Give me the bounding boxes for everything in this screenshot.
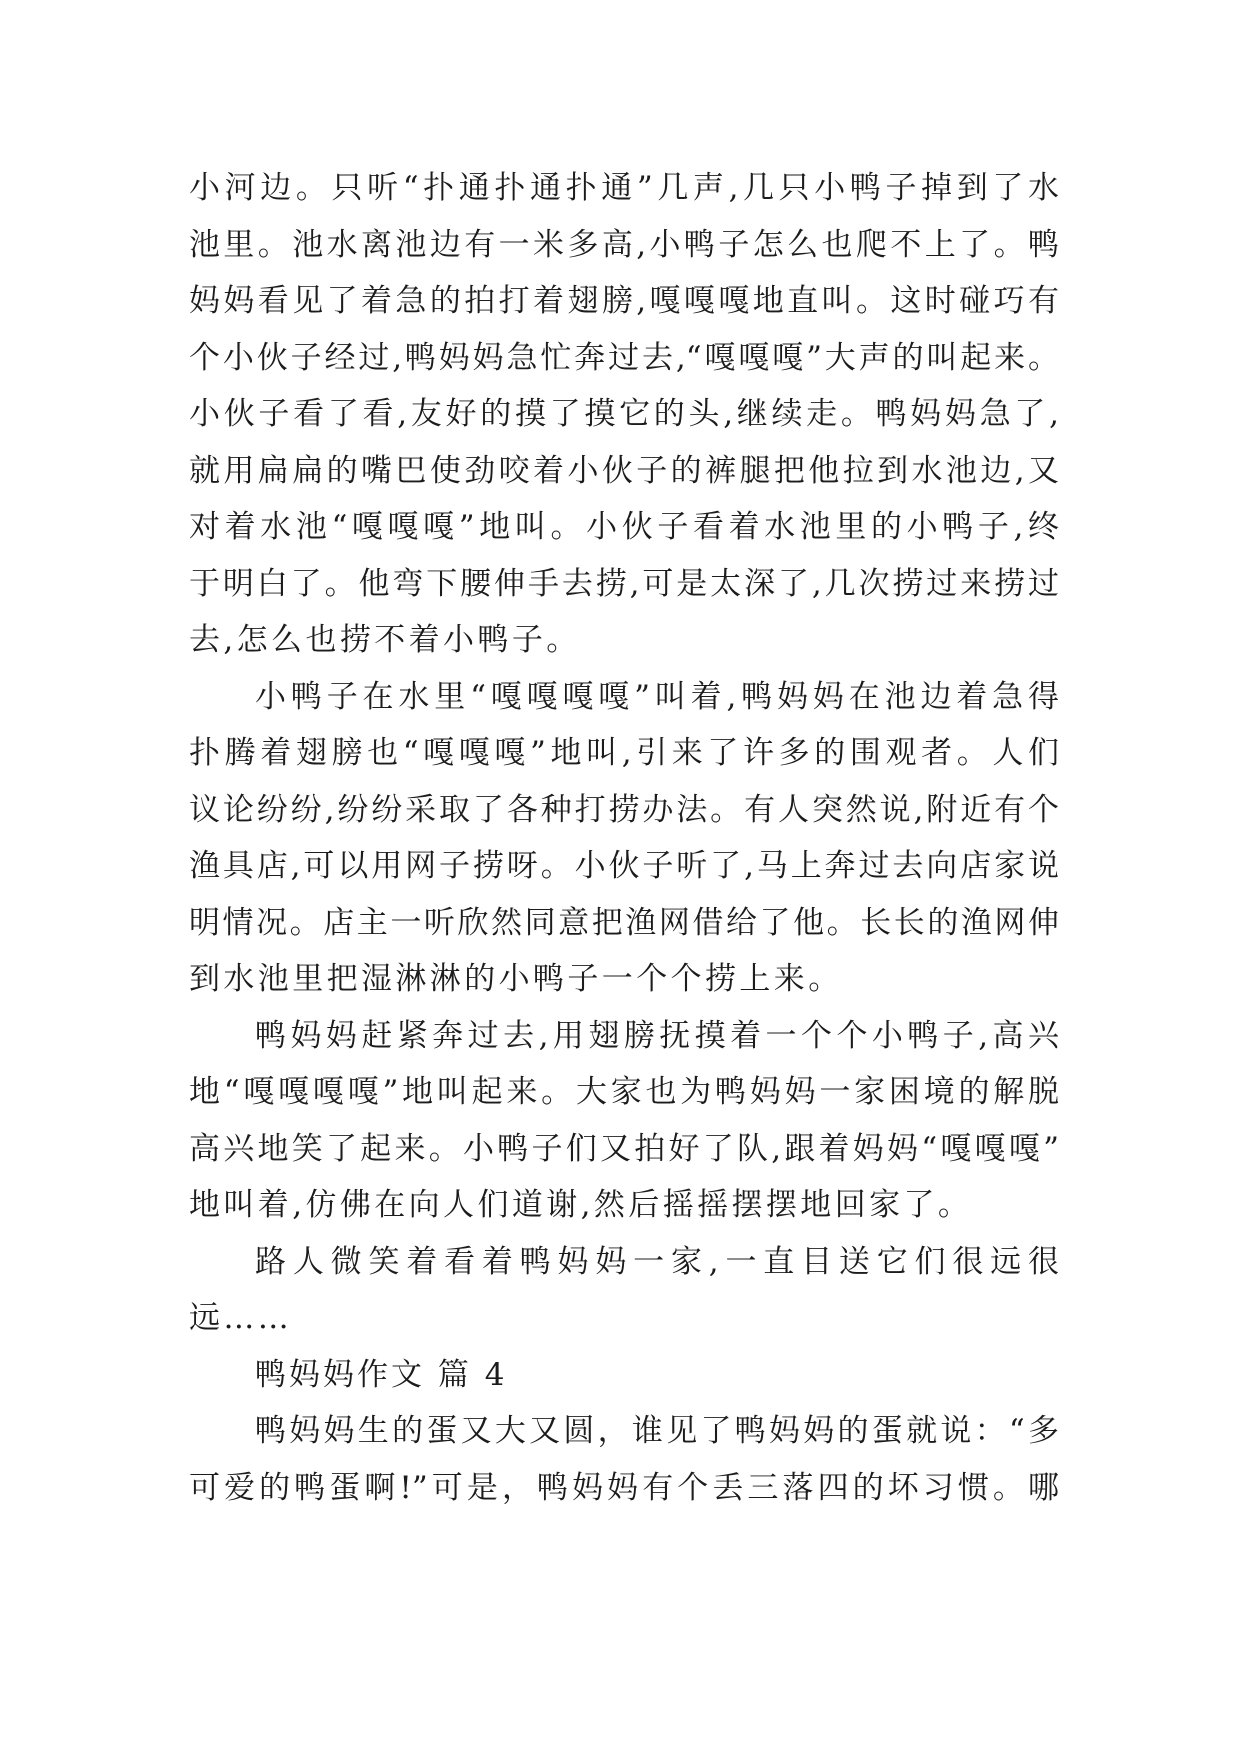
text-line: 个小伙子经过,鸭妈妈急忙奔过去,“嘎嘎嘎”大声的叫起来。 [189, 339, 1059, 376]
text-line: 渔具店,可以用网子捞呀。小伙子听了,马上奔过去向店家说 [189, 848, 1059, 884]
text-line: 地叫着,仿佛在向人们道谢,然后摇摇摆摆地回家了。 [189, 1187, 973, 1223]
paragraph-start-line: 路人微笑着看着鸭妈妈一家,一直目送它们很远很 [255, 1243, 1059, 1280]
paragraph-start-line: 鸭妈妈赶紧奔过去,用翅膀抚摸着一个个小鸭子,高兴 [255, 1017, 1059, 1054]
text-line: 到水池里把湿淋淋的小鸭子一个个捞上来。 [189, 961, 843, 997]
text-line: 地“嘎嘎嘎嘎”地叫起来。大家也为鸭妈妈一家困境的解脱 [189, 1074, 1059, 1110]
article-body [189, 160, 1059, 1516]
text-line: 可爱的鸭蛋啊!”可是，鸭妈妈有个丢三落四的坏习惯。哪 [189, 1469, 1059, 1506]
text-line: 小伙子看了看,友好的摸了摸它的头,继续走。鸭妈妈急了, [189, 396, 1059, 432]
paragraph-start-line: 鸭妈妈生的蛋又大又圆，谁见了鸭妈妈的蛋就说：“多 [255, 1413, 1059, 1449]
text-line: 于明白了。他弯下腰伸手去捞,可是太深了,几次捞过来捞过 [189, 565, 1059, 602]
text-line: 议论纷纷,纷纷采取了各种打捞办法。有人突然说,附近有个 [189, 791, 1059, 828]
text-line: 明情况。店主一听欣然同意把渔网借给了他。长长的渔网伸 [189, 904, 1059, 941]
text-line: 就用扁扁的嘴巴使劲咬着小伙子的裤腿把他拉到水池边,又 [189, 452, 1059, 489]
text-line: 高兴地笑了起来。小鸭子们又拍好了队,跟着妈妈“嘎嘎嘎” [189, 1130, 1059, 1167]
section-heading: 鸭妈妈作文 篇 4 [255, 1356, 508, 1393]
text-line: 妈妈看见了着急的拍打着翅膀,嘎嘎嘎地直叫。这时碰巧有 [189, 283, 1059, 319]
text-line: 扑腾着翅膀也“嘎嘎嘎”地叫,引来了许多的围观者。人们 [189, 735, 1059, 771]
text-line: 对着水池“嘎嘎嘎”地叫。小伙子看着水池里的小鸭子,终 [189, 509, 1059, 545]
text-line: 去,怎么也捞不着小鸭子。 [189, 622, 581, 658]
text-line: 池里。池水离池边有一米多高,小鸭子怎么也爬不上了。鸭 [189, 226, 1059, 263]
paragraph-start-line: 小鸭子在水里“嘎嘎嘎嘎”叫着,鸭妈妈在池边着急得 [255, 678, 1059, 715]
text-line: 远…… [189, 1300, 293, 1336]
text-line: 小河边。只听“扑通扑通扑通”几声,几只小鸭子掉到了水 [189, 170, 1059, 206]
